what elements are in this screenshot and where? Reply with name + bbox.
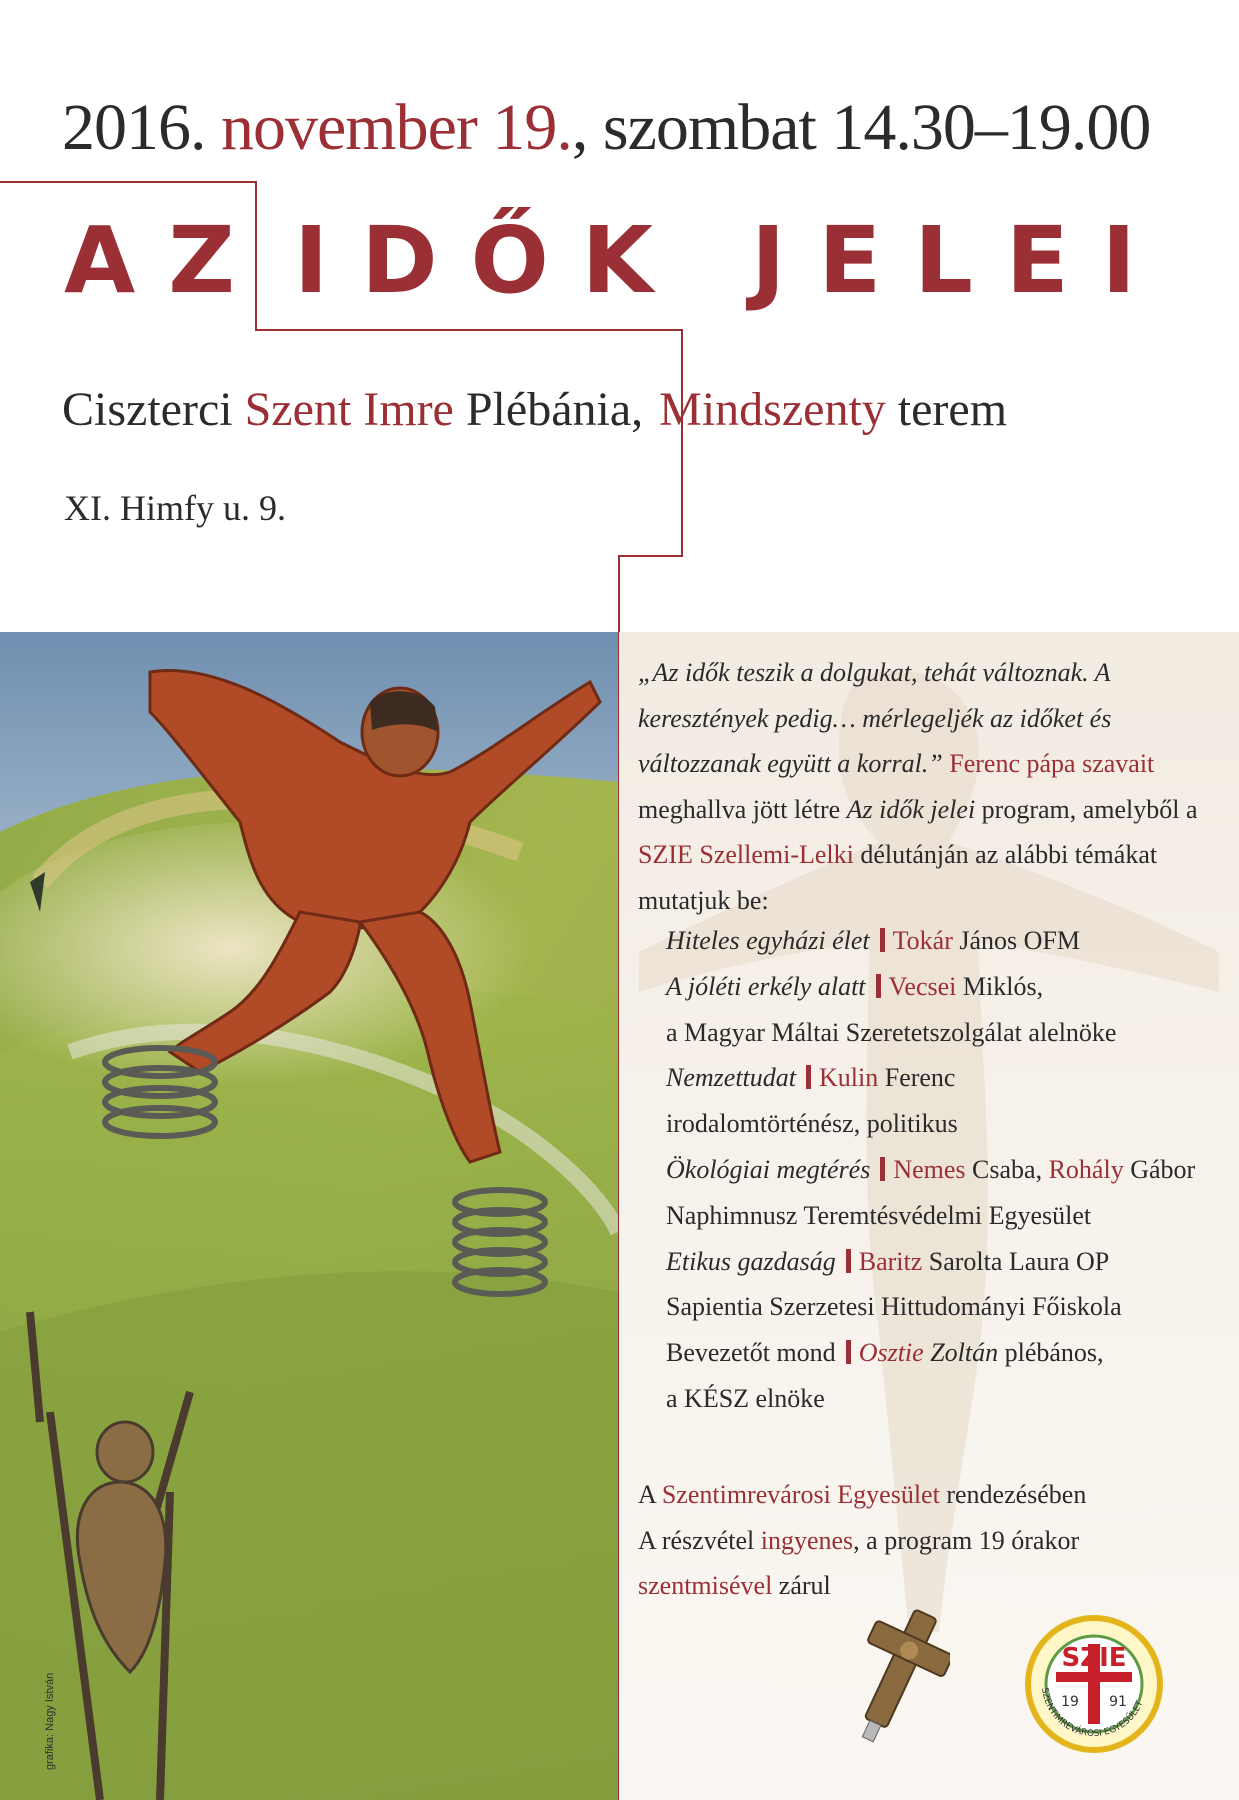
speaker-affiliation: Sapientia Szerzetesi Hittudományi Főiskola [666, 1292, 1122, 1322]
speaker-surname: Kulin [819, 1063, 879, 1093]
title-word-2: IDŐK JELEI [294, 207, 1169, 314]
closing-text: A részvétel [638, 1525, 761, 1555]
logo-year-right: 91 [1109, 1694, 1127, 1710]
speaker-surname: Rohály [1048, 1154, 1124, 1184]
speaker-rest: Sarolta Laura OP [922, 1246, 1110, 1276]
intro-text: program, amelyből a [975, 794, 1198, 824]
event-date-line [62, 88, 1202, 168]
speaker-rest: plébános, [998, 1338, 1104, 1368]
date-year: 2016. [62, 91, 221, 164]
venue-text: Ciszterci [62, 383, 245, 436]
logo-year-left: 19 [1061, 1694, 1079, 1710]
opening-item [666, 1330, 1226, 1376]
program-item [666, 964, 1226, 1010]
intro-text: délutánján az alábbi témákat mutatjuk be: [638, 840, 1158, 915]
program-name: Az idők jelei [846, 794, 976, 824]
speaker-rest: Csaba, [965, 1154, 1049, 1184]
separator-bar [806, 1065, 811, 1089]
closing-text: zárul [772, 1571, 831, 1600]
speaker-surname: Osztie [858, 1338, 924, 1368]
closing-notes [638, 1472, 1198, 1609]
date-time: , szombat 14.30–19.00 [571, 91, 1151, 164]
speaker-affiliation: irodalomtörténész, politikus [666, 1109, 958, 1139]
intro-paragraph [638, 650, 1198, 923]
title-word-1: AZ [64, 207, 268, 314]
closing-text: rendezésében [939, 1480, 1087, 1509]
opening-label: Bevezetőt mond [666, 1338, 836, 1368]
speaker-affiliation: a Magyar Máltai Szeretetszolgálat alelnöke [666, 1017, 1117, 1047]
topic-title: A jóléti erkély alatt [666, 971, 866, 1001]
speaker-affiliation: a KÉSZ elnöke [666, 1383, 825, 1413]
quote-source: Ferenc pápa szavait [949, 749, 1155, 778]
pope-quote: „Az idők teszik a dolgukat, tehát változnak. A keresztények pedig… mérlegeljék az időket és változzanak együtt a korral.” [638, 658, 1112, 778]
program-item [666, 1147, 1226, 1193]
program-item [666, 918, 1226, 964]
topic-title: Nemzettudat [666, 1063, 796, 1093]
speaker-surname: Tokár [892, 926, 953, 955]
intro-text: meghallva jött létre [638, 794, 847, 824]
closing-text: A [638, 1480, 662, 1509]
illustration-credit: grafika: Nagy István [44, 1672, 56, 1770]
venue-text: terem [885, 383, 1008, 436]
venue-line [62, 380, 1062, 440]
holy-mass: szentmisével [638, 1571, 773, 1600]
speaker-affiliation: Naphimnusz Teremtésvédelmi Egyesület [666, 1200, 1092, 1230]
logo-letters: SZIE [1061, 1643, 1127, 1673]
speaker-surname: Vecsei [888, 971, 957, 1001]
participation-line [638, 1518, 1198, 1564]
separator-bar [880, 1157, 885, 1181]
organizer-association: Szentimrevárosi Egyesület [661, 1480, 940, 1509]
date-day: november 19. [221, 91, 572, 164]
program-item [666, 1239, 1226, 1285]
speaker-rest: János OFM [952, 926, 1081, 955]
speaker-rest: Zoltán [923, 1338, 999, 1368]
organizer-name: SZIE Szellemi-Lelki [638, 840, 854, 869]
speaker-surname: Baritz [858, 1246, 923, 1276]
venue-text: Plébánia, [453, 383, 644, 436]
speaker-rest: Gábor [1123, 1154, 1196, 1184]
separator-bar [880, 928, 885, 952]
closing-text: , a program 19 órakor [853, 1525, 1080, 1555]
free-entry: ingyenes [760, 1525, 854, 1555]
topic-title: Etikus gazdaság [666, 1246, 836, 1276]
venue-address: XI. Himfy u. 9. [64, 488, 286, 528]
speaker-rest: Ferenc [878, 1063, 956, 1093]
separator-bar [846, 1249, 851, 1273]
separator-bar [846, 1340, 851, 1364]
logo-ring-text: SZENTIMREVÁROSI EGYESÜLET [1039, 1687, 1146, 1740]
topic-title: Hiteles egyházi élet [666, 926, 870, 955]
separator-bar [876, 974, 881, 998]
szie-logo [1024, 1614, 1164, 1754]
topic-title: Ökológiai megtérés [666, 1154, 871, 1184]
program-item [666, 1055, 1226, 1101]
illustration-artwork [0, 632, 618, 1800]
cross-usb-icon [848, 1600, 950, 1750]
speaker-rest: Miklós, [956, 971, 1044, 1001]
organizer-line [638, 1472, 1198, 1518]
venue-name-red: Szent Imre [244, 383, 454, 436]
speaker-surname: Nemes [893, 1154, 966, 1184]
room-name-red: Mindszenty [659, 383, 886, 436]
program-list [666, 918, 1226, 1422]
